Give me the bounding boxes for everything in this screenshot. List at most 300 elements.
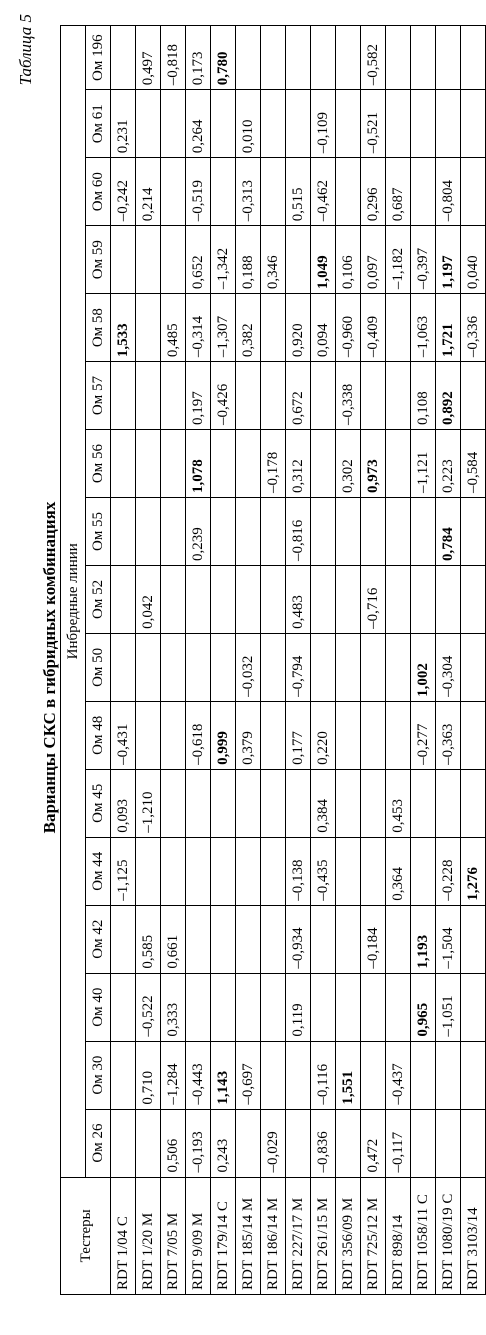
value-cell [161, 498, 186, 566]
value-cell: 0,173 [186, 26, 211, 90]
line-header: Ом 48 [86, 701, 111, 769]
value-cell: 0,585 [136, 905, 161, 973]
value-cell [186, 633, 211, 701]
value-cell [311, 26, 336, 90]
line-header: Ом 56 [86, 430, 111, 498]
value-cell: –0,794 [286, 633, 311, 701]
value-cell [311, 498, 336, 566]
value-cell [211, 565, 236, 633]
table-row [211, 26, 236, 1295]
value-cell: 0,497 [136, 26, 161, 90]
value-cell: 1,143 [211, 1041, 236, 1109]
value-cell [286, 769, 311, 837]
value-cell [461, 701, 486, 769]
value-cell: 0,661 [161, 905, 186, 973]
value-cell: 0,379 [236, 701, 261, 769]
value-cell: 0,892 [436, 362, 461, 430]
value-cell: 0,239 [186, 498, 211, 566]
value-cell [161, 565, 186, 633]
value-cell: –0,242 [111, 158, 136, 226]
value-cell [411, 565, 436, 633]
value-cell [136, 90, 161, 158]
value-cell: –0,462 [311, 158, 336, 226]
value-cell: 1,276 [461, 837, 486, 905]
value-cell: –1,121 [411, 430, 436, 498]
value-cell [111, 430, 136, 498]
value-cell: 0,710 [136, 1041, 161, 1109]
value-cell [161, 837, 186, 905]
value-cell: –0,522 [136, 973, 161, 1041]
value-cell [161, 158, 186, 226]
value-cell [411, 1109, 436, 1177]
value-cell: 1,049 [311, 226, 336, 294]
value-cell [136, 498, 161, 566]
value-cell [161, 430, 186, 498]
value-cell [386, 633, 411, 701]
line-header: Ом 60 [86, 158, 111, 226]
value-cell [286, 90, 311, 158]
value-cell: 0,453 [386, 769, 411, 837]
value-cell [411, 158, 436, 226]
value-cell [436, 565, 461, 633]
value-cell: –1,182 [386, 226, 411, 294]
value-cell: –0,431 [111, 701, 136, 769]
value-cell [186, 905, 211, 973]
table-row [361, 26, 386, 1295]
value-cell: 0,672 [286, 362, 311, 430]
value-cell [411, 498, 436, 566]
value-cell [386, 90, 411, 158]
tester-name: RDT 1/20 М [136, 1177, 161, 1294]
value-cell [361, 769, 386, 837]
value-cell [336, 158, 361, 226]
value-cell [111, 633, 136, 701]
value-cell [361, 701, 386, 769]
value-cell: 0,472 [361, 1109, 386, 1177]
value-cell [261, 837, 286, 905]
value-cell: 0,177 [286, 701, 311, 769]
value-cell: 0,687 [386, 158, 411, 226]
value-cell [361, 498, 386, 566]
value-cell: –0,426 [211, 362, 236, 430]
tester-name: RDT 898/14 [386, 1177, 411, 1294]
value-cell [211, 430, 236, 498]
table-row [136, 26, 161, 1295]
value-cell: –0,277 [411, 701, 436, 769]
table-row [411, 26, 436, 1295]
value-cell [411, 26, 436, 90]
header-row-group [61, 26, 86, 1295]
value-cell: 0,920 [286, 294, 311, 362]
value-cell [411, 1041, 436, 1109]
value-cell: 1,721 [436, 294, 461, 362]
tester-name: RDT 1058/11 С [411, 1177, 436, 1294]
value-cell [436, 90, 461, 158]
value-cell [461, 90, 486, 158]
value-cell: –0,816 [286, 498, 311, 566]
value-cell [261, 565, 286, 633]
value-cell: –0,363 [436, 701, 461, 769]
value-cell [236, 837, 261, 905]
table-row [336, 26, 361, 1295]
tester-header: Тестеры [61, 1177, 111, 1294]
value-cell: 1,551 [336, 1041, 361, 1109]
value-cell: 0,188 [236, 226, 261, 294]
value-cell: 0,223 [436, 430, 461, 498]
tester-name: RDT 3103/14 [461, 1177, 486, 1294]
value-cell [336, 90, 361, 158]
value-cell: 0,485 [161, 294, 186, 362]
value-cell: 0,973 [361, 430, 386, 498]
value-cell [411, 837, 436, 905]
value-cell: –1,307 [211, 294, 236, 362]
value-cell: 0,106 [336, 226, 361, 294]
value-cell [336, 701, 361, 769]
value-cell [211, 158, 236, 226]
value-cell: –0,519 [186, 158, 211, 226]
value-cell [311, 905, 336, 973]
value-cell: –0,618 [186, 701, 211, 769]
value-cell: –0,117 [386, 1109, 411, 1177]
value-cell: –0,443 [186, 1041, 211, 1109]
value-cell: 0,243 [211, 1109, 236, 1177]
value-cell [236, 905, 261, 973]
value-cell: 0,965 [411, 973, 436, 1041]
value-cell [261, 362, 286, 430]
value-cell: 0,652 [186, 226, 211, 294]
value-cell: 0,108 [411, 362, 436, 430]
value-cell [161, 226, 186, 294]
value-cell [261, 498, 286, 566]
value-cell [261, 769, 286, 837]
line-header: Ом 58 [86, 294, 111, 362]
value-cell: 0,784 [436, 498, 461, 566]
value-cell: 0,040 [461, 226, 486, 294]
table-title: Варианцы СКС в гибридных комбинациях [40, 501, 59, 834]
value-cell [311, 633, 336, 701]
value-cell [261, 973, 286, 1041]
value-cell: –0,314 [186, 294, 211, 362]
value-cell [311, 362, 336, 430]
value-cell [211, 769, 236, 837]
value-cell [186, 565, 211, 633]
value-cell: –0,338 [336, 362, 361, 430]
value-cell: –0,304 [436, 633, 461, 701]
value-cell: –0,582 [361, 26, 386, 90]
value-cell [311, 973, 336, 1041]
value-cell [111, 973, 136, 1041]
line-header: Ом 44 [86, 837, 111, 905]
value-cell: –1,210 [136, 769, 161, 837]
value-cell: –0,804 [436, 158, 461, 226]
value-cell: –0,716 [361, 565, 386, 633]
table-row [386, 26, 411, 1295]
table-row [461, 26, 486, 1295]
value-cell [186, 973, 211, 1041]
value-cell: 1,193 [411, 905, 436, 973]
tester-name: RDT 186/14 М [261, 1177, 286, 1294]
value-cell: –0,313 [236, 158, 261, 226]
value-cell [286, 26, 311, 90]
value-cell [261, 905, 286, 973]
value-cell [336, 565, 361, 633]
value-cell [186, 769, 211, 837]
line-header: Ом 50 [86, 633, 111, 701]
value-cell: –0,409 [361, 294, 386, 362]
value-cell [336, 26, 361, 90]
value-cell [336, 837, 361, 905]
value-cell [336, 633, 361, 701]
value-cell: –0,836 [311, 1109, 336, 1177]
value-cell: –0,521 [361, 90, 386, 158]
value-cell [286, 1041, 311, 1109]
value-cell [286, 1109, 311, 1177]
value-cell [461, 769, 486, 837]
value-cell [461, 1041, 486, 1109]
value-cell: –0,109 [311, 90, 336, 158]
value-cell: –0,029 [261, 1109, 286, 1177]
value-cell [386, 26, 411, 90]
line-header: Ом 55 [86, 498, 111, 566]
value-cell [136, 837, 161, 905]
value-cell: 0,382 [236, 294, 261, 362]
tester-name: RDT 725/12 М [361, 1177, 386, 1294]
value-cell [361, 837, 386, 905]
sks-variance-table [60, 25, 486, 1295]
value-cell: 0,999 [211, 701, 236, 769]
value-cell [361, 1041, 386, 1109]
value-cell [136, 294, 161, 362]
value-cell [136, 633, 161, 701]
value-cell [336, 973, 361, 1041]
value-cell [436, 769, 461, 837]
value-cell: –0,435 [311, 837, 336, 905]
value-cell: –0,397 [411, 226, 436, 294]
value-cell [461, 1109, 486, 1177]
value-cell [436, 1041, 461, 1109]
value-cell [436, 1109, 461, 1177]
value-cell: 0,097 [361, 226, 386, 294]
value-cell: 0,515 [286, 158, 311, 226]
value-cell [461, 973, 486, 1041]
value-cell: –0,228 [436, 837, 461, 905]
value-cell [111, 226, 136, 294]
value-cell: 0,010 [236, 90, 261, 158]
value-cell [386, 294, 411, 362]
value-cell: 1,197 [436, 226, 461, 294]
value-cell: –1,125 [111, 837, 136, 905]
value-cell [236, 362, 261, 430]
value-cell: –1,504 [436, 905, 461, 973]
line-header: Ом 42 [86, 905, 111, 973]
table-body [111, 26, 486, 1295]
value-cell: –0,934 [286, 905, 311, 973]
value-cell [286, 226, 311, 294]
value-cell [386, 498, 411, 566]
value-cell [461, 905, 486, 973]
tester-name: RDT 227/17 М [286, 1177, 311, 1294]
table-row [111, 26, 136, 1295]
value-cell [261, 294, 286, 362]
inbred-lines-header: Инбредные линии [61, 26, 86, 1178]
value-cell [311, 430, 336, 498]
value-cell [361, 973, 386, 1041]
value-cell: 0,483 [286, 565, 311, 633]
value-cell: 0,264 [186, 90, 211, 158]
value-cell [386, 973, 411, 1041]
value-cell: –1,051 [436, 973, 461, 1041]
value-cell [136, 226, 161, 294]
tester-name: RDT 179/14 С [211, 1177, 236, 1294]
value-cell [461, 565, 486, 633]
value-cell [161, 769, 186, 837]
value-cell [261, 701, 286, 769]
value-cell: –0,184 [361, 905, 386, 973]
value-cell [111, 362, 136, 430]
value-cell [211, 90, 236, 158]
value-cell [236, 565, 261, 633]
value-cell: –0,584 [461, 430, 486, 498]
value-cell: 1,533 [111, 294, 136, 362]
value-cell [111, 905, 136, 973]
value-cell [236, 1109, 261, 1177]
value-cell [361, 362, 386, 430]
value-cell [236, 26, 261, 90]
line-header: Ом 26 [86, 1109, 111, 1177]
value-cell: –0,437 [386, 1041, 411, 1109]
value-cell [311, 565, 336, 633]
line-header: Ом 30 [86, 1041, 111, 1109]
value-cell [261, 90, 286, 158]
line-header: Ом 40 [86, 973, 111, 1041]
table-row [261, 26, 286, 1295]
line-header: Ом 61 [86, 90, 111, 158]
value-cell [336, 498, 361, 566]
value-cell [211, 837, 236, 905]
table-number: Таблица 5 [16, 14, 35, 86]
line-header: Ом 196 [86, 26, 111, 90]
table-row [286, 26, 311, 1295]
value-cell [161, 362, 186, 430]
value-cell [461, 362, 486, 430]
tester-name: RDT 1/04 С [111, 1177, 136, 1294]
value-cell: 0,506 [161, 1109, 186, 1177]
value-cell: 0,093 [111, 769, 136, 837]
value-cell: –0,336 [461, 294, 486, 362]
tester-name: RDT 185/14 М [236, 1177, 261, 1294]
tester-name: RDT 9/09 М [186, 1177, 211, 1294]
value-cell: 0,197 [186, 362, 211, 430]
value-cell [386, 905, 411, 973]
value-cell: 0,302 [336, 430, 361, 498]
value-cell [211, 498, 236, 566]
header-row-lines [86, 26, 111, 1295]
value-cell [461, 633, 486, 701]
table-row [436, 26, 461, 1295]
value-cell [211, 633, 236, 701]
value-cell: –0,178 [261, 430, 286, 498]
value-cell [336, 769, 361, 837]
value-cell [261, 26, 286, 90]
table-row [236, 26, 261, 1295]
value-cell [111, 565, 136, 633]
value-cell [461, 498, 486, 566]
line-header: Ом 52 [86, 565, 111, 633]
value-cell: 0,231 [111, 90, 136, 158]
table-row [311, 26, 336, 1295]
table-row [161, 26, 186, 1295]
tester-name: RDT 261/15 М [311, 1177, 336, 1294]
line-header: Ом 59 [86, 226, 111, 294]
value-cell: 0,042 [136, 565, 161, 633]
value-cell [236, 769, 261, 837]
value-cell: –1,342 [211, 226, 236, 294]
value-cell [161, 90, 186, 158]
value-cell: –0,960 [336, 294, 361, 362]
value-cell: 0,333 [161, 973, 186, 1041]
value-cell: 0,094 [311, 294, 336, 362]
value-cell [136, 362, 161, 430]
value-cell [111, 26, 136, 90]
tester-name: RDT 356/09 М [336, 1177, 361, 1294]
value-cell [161, 701, 186, 769]
value-cell [136, 701, 161, 769]
value-cell: –0,818 [161, 26, 186, 90]
value-cell [386, 430, 411, 498]
value-cell [411, 769, 436, 837]
value-cell: –1,063 [411, 294, 436, 362]
value-cell: 1,078 [186, 430, 211, 498]
value-cell: –0,032 [236, 633, 261, 701]
value-cell: 0,119 [286, 973, 311, 1041]
value-cell: 0,296 [361, 158, 386, 226]
value-cell [236, 430, 261, 498]
value-cell [336, 905, 361, 973]
value-cell [136, 430, 161, 498]
value-cell [111, 1041, 136, 1109]
value-cell [336, 1109, 361, 1177]
value-cell: –0,193 [186, 1109, 211, 1177]
line-header: Ом 57 [86, 362, 111, 430]
value-cell [261, 1041, 286, 1109]
value-cell [161, 633, 186, 701]
value-cell: 0,384 [311, 769, 336, 837]
value-cell [211, 905, 236, 973]
value-cell [261, 158, 286, 226]
value-cell: 1,002 [411, 633, 436, 701]
value-cell [236, 973, 261, 1041]
value-cell [111, 498, 136, 566]
value-cell [261, 633, 286, 701]
value-cell [386, 701, 411, 769]
value-cell [386, 565, 411, 633]
value-cell: 0,312 [286, 430, 311, 498]
value-cell [361, 633, 386, 701]
value-cell: 0,220 [311, 701, 336, 769]
value-cell [386, 362, 411, 430]
value-cell [186, 837, 211, 905]
value-cell [411, 90, 436, 158]
value-cell: 0,364 [386, 837, 411, 905]
value-cell: –0,116 [311, 1041, 336, 1109]
table-row [186, 26, 211, 1295]
tester-name: RDT 1080/19 С [436, 1177, 461, 1294]
tester-name: RDT 7/05 М [161, 1177, 186, 1294]
value-cell: 0,346 [261, 226, 286, 294]
value-cell [461, 158, 486, 226]
value-cell [236, 498, 261, 566]
line-header: Ом 45 [86, 769, 111, 837]
